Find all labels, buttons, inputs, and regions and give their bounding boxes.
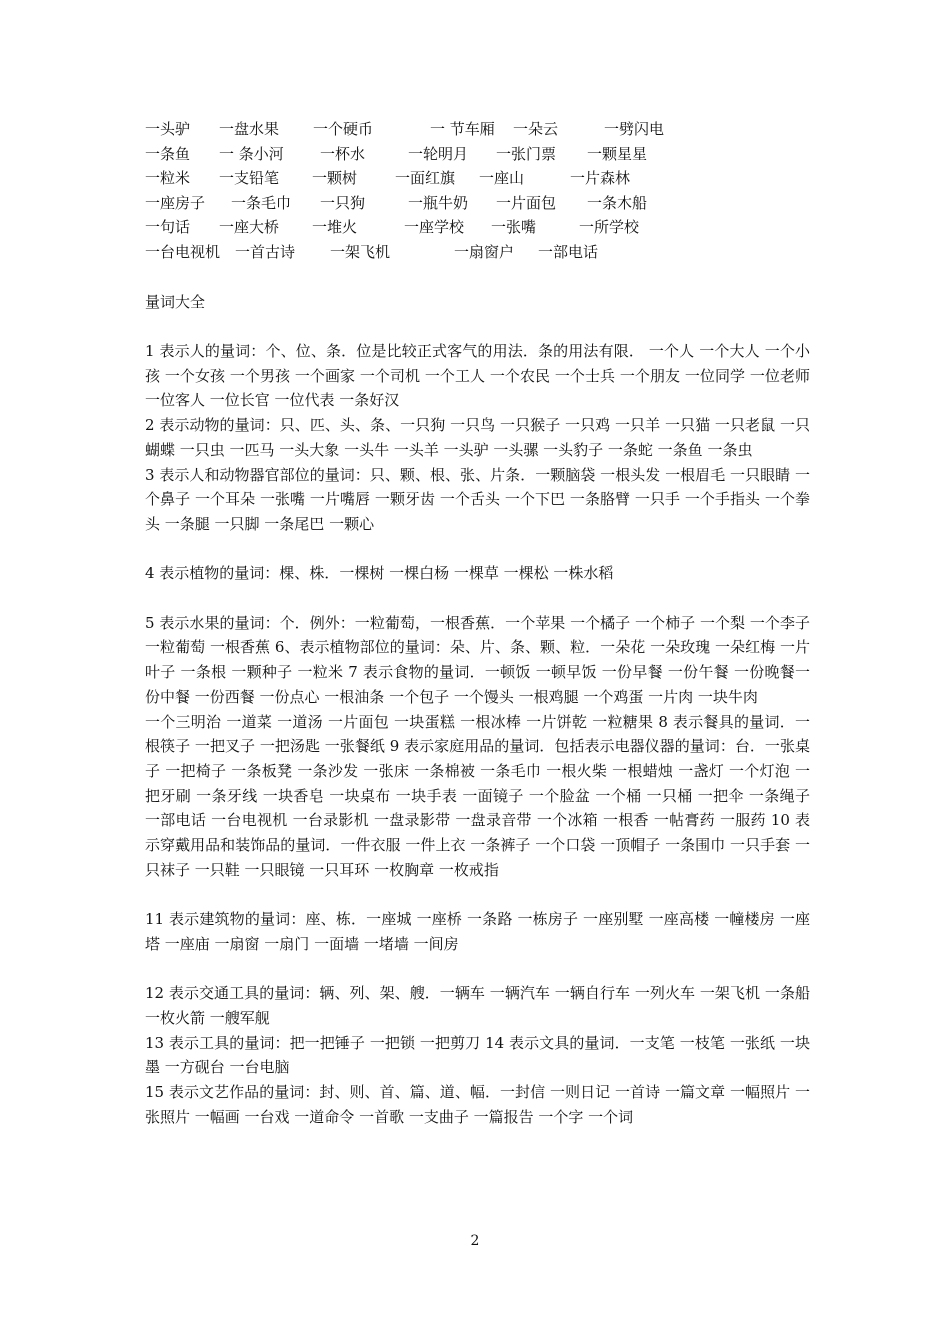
grid-cell: 一盘水果: [219, 120, 280, 138]
grid-cell: 一个硬币: [313, 120, 374, 138]
grid-cell: 一瓶牛奶: [408, 194, 469, 212]
paragraph-gap: [145, 586, 810, 611]
paragraph-tools-stationery: 13 表示工具的量词：把一把锤子 一把锁 一把剪刀 14 表示文具的量词．一支笔 一枝笔 一张纸 一块墨 一方砚台 一台电脑: [145, 1033, 810, 1077]
grid-cell: 一颗树: [312, 169, 358, 187]
grid-cell: 一片面包: [496, 194, 557, 212]
paragraph-gap: [145, 537, 810, 562]
paragraph-fruit-food: 5 表示水果的量词：个．例外：一粒葡萄，一根香蕉．一个苹果 一个橘子 一个柿子 一个梨 一个李子 一粒葡萄 一根香蕉 6、表示植物部位的量词：朵、片、条、颗、粒．一朵花 一朵玫瑰 一朵红梅 一片叶子 一条根 一颗种子 一粒米 7 表示食物的量词．一顿饭 一顿早饭 一份早餐 一份午餐 一份晚餐一份中餐 一份西餐 一份点心 一根油条 一个包子 一个馒头 一根鸡腿 一个鸡蛋 一片肉 一块牛肉: [145, 613, 810, 706]
grid-cell: 一座房子: [145, 194, 206, 212]
section-heading: 量词大全: [145, 293, 206, 311]
grid-cell: 一颗星星: [587, 145, 648, 163]
paragraph-vehicles: 12 表示交通工具的量词：辆、列、架、艘．一辆车 一辆汽车 一辆自行车 一列火车 一架飞机 一条船 一枚火箭 一艘军舰: [145, 984, 810, 1027]
grid-cell: 一台电视机: [145, 243, 221, 261]
grid-cell: 一 节车厢: [430, 120, 495, 138]
grid-cell: 一张门票: [496, 145, 557, 163]
grid-cell: 一座山: [479, 169, 525, 187]
grid-cell: 一面红旗: [395, 169, 456, 187]
paragraph-people: 1 表示人的量词：个、位、条．位是比较正式客气的用法．条的用法有限． 一个人 一个大人 一个小孩 一个女孩 一个男孩 一个画家 一个司机 一个工人 一个农民 一个士兵 一个朋友 一位同学 一位老师 一位客人 一位长官 一位代表 一条好汉: [145, 342, 810, 410]
paragraph-gap: [145, 882, 810, 907]
grid-cell: 一片森林: [570, 169, 631, 187]
grid-cell: 一朵云: [513, 120, 559, 138]
grid-cell: 一劈闪电: [604, 120, 665, 138]
grid-cell: 一粒米: [145, 169, 191, 187]
word-grid-row: [145, 191, 845, 215]
page-number: 2: [470, 1233, 480, 1249]
word-grid-row: [145, 142, 845, 166]
measure-word-list: [145, 339, 810, 1129]
grid-cell: 一 条小河: [219, 145, 284, 163]
grid-cell: 一条毛巾: [231, 194, 292, 212]
grid-cell: 一部电话: [538, 243, 599, 261]
grid-cell: 一堆火: [312, 218, 358, 236]
paragraph-body-parts: 3 表示人和动物器官部位的量词：只、颗、根、张、片条．一颗脑袋 一根头发 一根眉毛 一只眼睛 一个鼻子 一个耳朵 一张嘴 一片嘴唇 一颗牙齿 一个舌头 一个下巴 一条胳臂 一只手 一个手指头 一个拳头 一条腿 一只脚 一条尾巴 一颗心: [145, 465, 810, 533]
word-grid-row: [145, 215, 845, 239]
paragraph-gap: [145, 957, 810, 982]
grid-cell: 一扇窗户: [454, 243, 515, 261]
paragraph-animals: 2 表示动物的量词：只、匹、头、条、一只狗 一只鸟 一只猴子 一只鸡 一只羊 一只猫 一只老鼠 一只蝴蝶 一只虫 一匹马 一头大象 一头牛 一头羊 一头驴 一头骡 一头豹子 一条蛇 一条鱼 一条虫: [145, 416, 810, 459]
paragraph-buildings: 11 表示建筑物的量词：座、栋．一座城 一座桥 一条路 一栋房子 一座别墅 一座高楼 一幢楼房 一座塔 一座庙 一扇窗 一扇门 一面墙 一堵墙 一间房: [145, 910, 810, 953]
grid-cell: 一架飞机: [330, 243, 391, 261]
grid-cell: 一条木船: [587, 194, 648, 212]
word-grid-row: [145, 166, 845, 190]
paragraph-tableware-household: 一个三明治 一道菜 一道汤 一片面包 一块蛋糕 一根冰棒 一片饼乾 一粒糖果 8 表示餐具的量词．一根筷子 一把叉子 一把汤匙 一张餐纸 9 表示家庭用品的量词．包括表示电器仪器的量词：台．一张桌子 一把椅子 一条板凳 一条沙发 一张床 一条棉被 一条毛巾 一根火柴 一根蜡烛 一盏灯 一个灯泡 一把牙刷 一条牙线 一块香皂 一块桌布 一块手表 一面镜子 一个脸盆 一个桶 一只桶 一把伞 一条绳子 一部电话 一台电视机 一台录影机 一盘录影带 一盘录音带 一个冰箱 一根香 一帖膏药 一服药 10 表示穿戴用品和装饰品的量词．一件衣服 一件上衣 一条裤子 一个口袋 一顶帽子 一条围巾 一只手套 一只袜子 一只鞋 一只眼镜 一只耳环 一枚胸章 一枚戒指: [145, 712, 810, 879]
grid-cell: 一轮明月: [408, 145, 469, 163]
grid-cell: 一所学校: [579, 218, 640, 236]
word-grid-row: [145, 117, 845, 141]
grid-cell: 一只狗: [320, 194, 366, 212]
paragraph-plants: 4 表示植物的量词：棵、株．一棵树 一棵白杨 一棵草 一棵松 一株水稻: [145, 564, 614, 583]
grid-cell: 一张嘴: [491, 218, 537, 236]
grid-cell: 一句话: [145, 218, 191, 236]
grid-cell: 一条鱼: [145, 145, 191, 163]
grid-cell: 一首古诗: [235, 243, 296, 261]
grid-cell: 一杯水: [320, 145, 366, 163]
grid-cell: 一座学校: [404, 218, 465, 236]
grid-cell: 一支铅笔: [219, 169, 280, 187]
grid-cell: 一头驴: [145, 120, 191, 138]
paragraph-literary-works: 15 表示文艺作品的量词：封、则、首、篇、道、幅．一封信 一则日记 一首诗 一篇文章 一幅照片 一张照片 一幅画 一台戏 一道命令 一首歌 一支曲子 一篇报告 一个字 一个词: [145, 1083, 810, 1126]
word-grid-row: [145, 240, 845, 264]
grid-cell: 一座大桥: [219, 218, 280, 236]
